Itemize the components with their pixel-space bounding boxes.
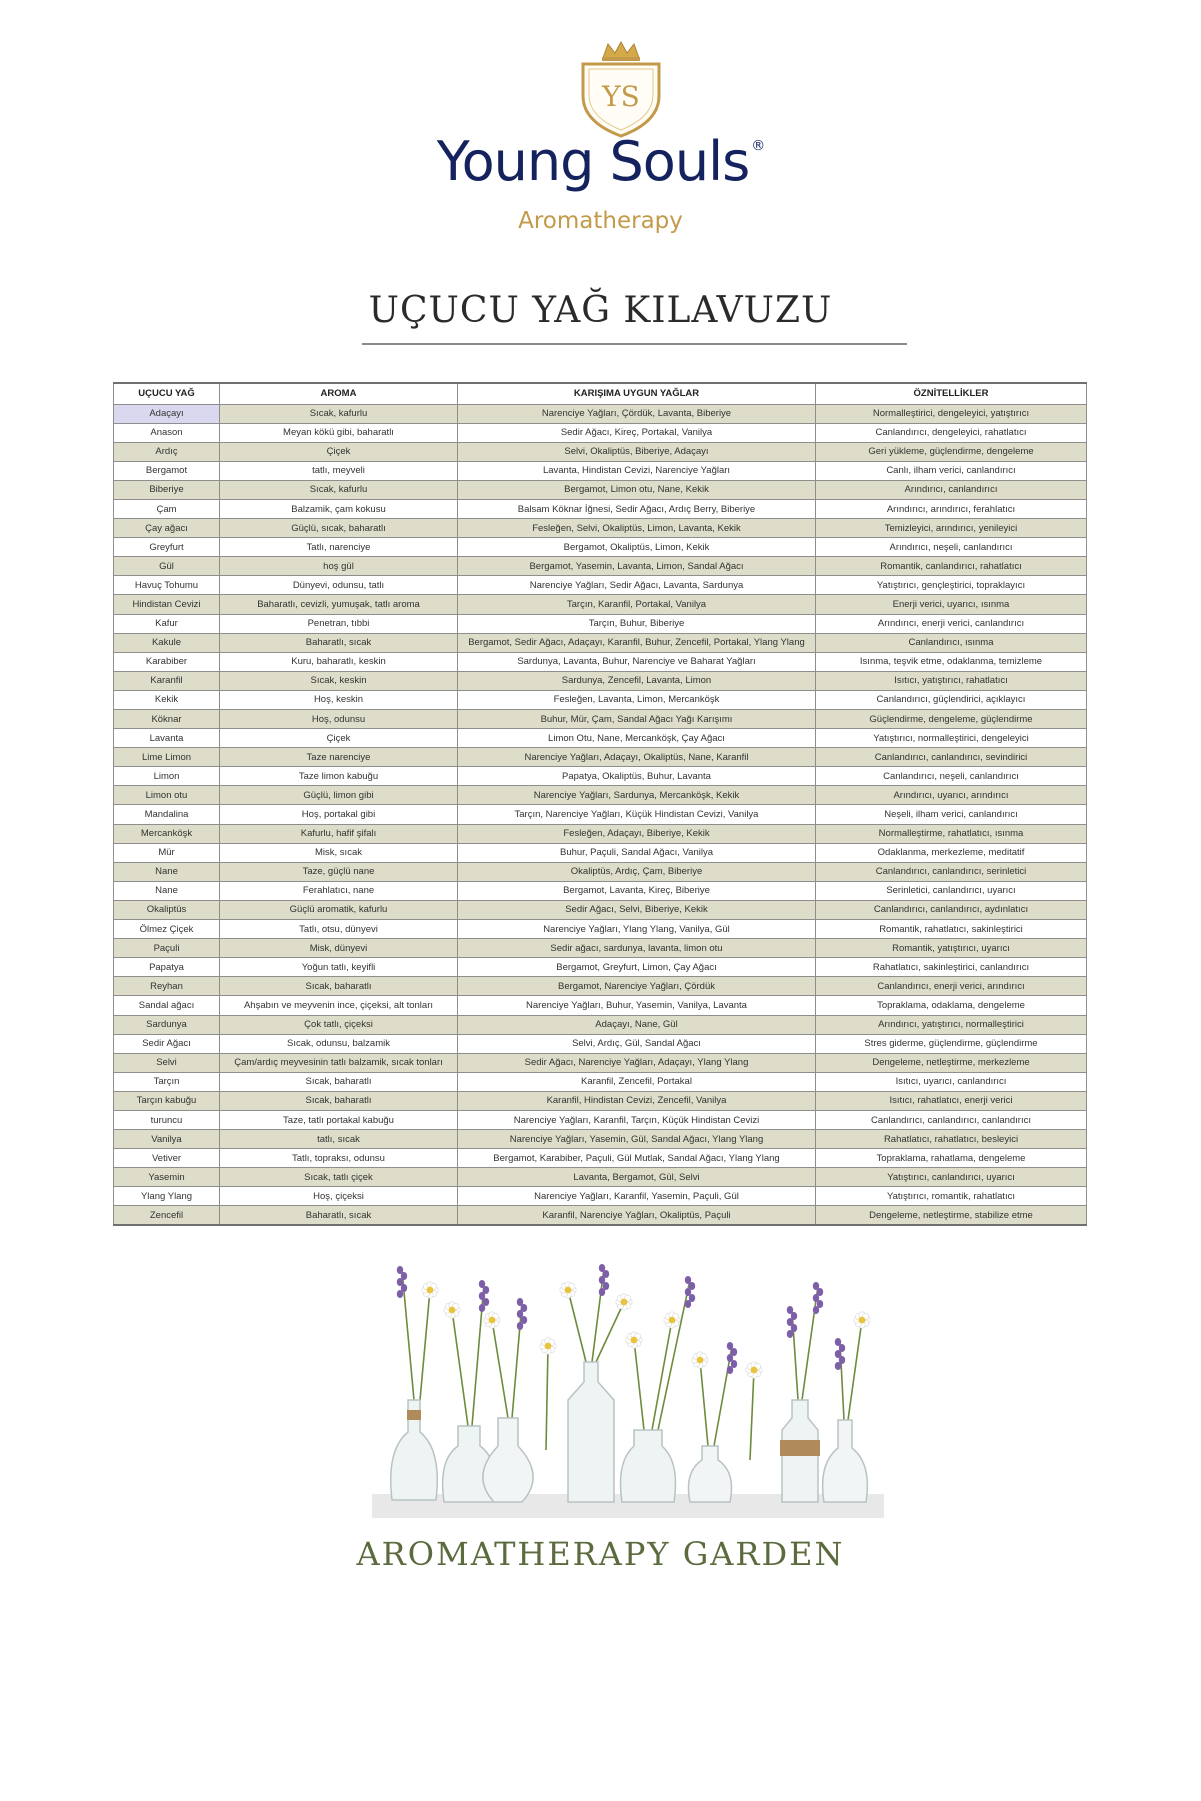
cell-properties: Canlı, ilham verici, canlandırıcı [816, 461, 1087, 480]
cell-blends: Sedir Ağacı, Kireç, Portakal, Vanilya [458, 423, 816, 442]
cell-oil-name: Tarçın kabuğu [114, 1091, 220, 1110]
cell-blends: Bergamot, Sedir Ağacı, Adaçayı, Karanfil, Buhur, Zencefil, Portakal, Ylang Ylang [458, 633, 816, 652]
cell-oil-name: Karabiber [114, 652, 220, 671]
table-row [114, 920, 1087, 939]
cell-aroma: Hoş, çiçeksi [220, 1187, 458, 1206]
cell-oil-name: Mandalina [114, 805, 220, 824]
cell-properties: Canlandırıcı, canlandırıcı, serinletici [816, 862, 1087, 881]
cell-blends: Fesleğen, Selvi, Okaliptüs, Limon, Lavanta, Kekik [458, 519, 816, 538]
cell-blends: Buhur, Mür, Çam, Sandal Ağacı Yağı Karışımı [458, 710, 816, 729]
cell-blends: Narenciye Yağları, Sardunya, Mercanköşk, Kekik [458, 786, 816, 805]
cell-properties: Rahatlatıcı, rahatlatıcı, besleyici [816, 1130, 1087, 1149]
registered-mark: ® [751, 138, 765, 154]
cell-properties: Serinletici, canlandırıcı, uyarıcı [816, 881, 1087, 900]
cell-aroma: Sıcak, kafurlu [220, 404, 458, 423]
cell-properties: Temizleyici, arındırıcı, yenileyici [816, 519, 1087, 538]
cell-properties: Canlandırıcı, canlandırıcı, canlandırıcı [816, 1110, 1087, 1129]
table-row [114, 1206, 1087, 1225]
cell-oil-name: Greyfurt [114, 538, 220, 557]
cell-properties: Arındırıcı, yatıştırıcı, normalleştirici [816, 1015, 1087, 1034]
cell-blends: Bergamot, Okaliptüs, Limon, Kekik [458, 538, 816, 557]
table-row [114, 499, 1087, 518]
cell-aroma: Taze, güçlü nane [220, 862, 458, 881]
cell-aroma: Çok tatlı, çiçeksi [220, 1015, 458, 1034]
cell-oil-name: Gül [114, 557, 220, 576]
cell-aroma: Ahşabın ve meyvenin ince, çiçeksi, alt tonları [220, 996, 458, 1015]
cell-properties: Yatıştırıcı, gençleştirici, topraklayıcı [816, 576, 1087, 595]
daisy-flower [560, 1282, 576, 1298]
cell-oil-name: Lavanta [114, 729, 220, 748]
cell-blends: Bergamot, Greyfurt, Limon, Çay Ağacı [458, 958, 816, 977]
cell-properties: Canlandırıcı, neşeli, canlandırıcı [816, 767, 1087, 786]
cell-blends: Selvi, Okaliptüs, Biberiye, Adaçayı [458, 442, 816, 461]
cell-properties: Stres giderme, güçlendirme, güçlendirme [816, 1034, 1087, 1053]
cell-properties: Yatıştırıcı, romantik, rahatlatıcı [816, 1187, 1087, 1206]
cell-blends: Adaçayı, Nane, Gül [458, 1015, 816, 1034]
cell-oil-name: Kakule [114, 633, 220, 652]
lavender-bud [517, 1322, 523, 1330]
cell-oil-name: Sandal ağacı [114, 996, 220, 1015]
cell-blends: Karanfil, Zencefil, Portakal [458, 1072, 816, 1091]
cell-aroma: Sıcak, keskin [220, 671, 458, 690]
cell-blends: Narenciye Yağları, Çördük, Lavanta, Biberiye [458, 404, 816, 423]
garden-title: AROMATHERAPY GARDEN [356, 1535, 845, 1573]
cell-aroma: Sıcak, odunsu, balzamik [220, 1034, 458, 1053]
cell-oil-name: Köknar [114, 710, 220, 729]
table-row [114, 519, 1087, 538]
cell-blends: Lavanta, Hindistan Cevizi, Narenciye Yağları [458, 461, 816, 480]
table-row [114, 1015, 1087, 1034]
table-row [114, 786, 1087, 805]
cell-aroma: tatlı, sıcak [220, 1130, 458, 1149]
brand-monogram: YS [602, 80, 640, 113]
table-row [114, 977, 1087, 996]
table-row [114, 576, 1087, 595]
cell-aroma: Çam/ardıç meyvesinin tatlı balzamik, sıcak tonları [220, 1053, 458, 1072]
cell-oil-name: Mercanköşk [114, 824, 220, 843]
cell-properties: Rahatlatıcı, sakinleştirici, canlandırıcı [816, 958, 1087, 977]
cell-oil-name: Ardıç [114, 442, 220, 461]
cell-properties: Yatıştırıcı, normalleştirici, dengeleyici [816, 729, 1087, 748]
cell-aroma: Tatlı, topraksı, odunsu [220, 1149, 458, 1168]
cell-properties: Normalleştirme, rahatlatıcı, ısınma [816, 824, 1087, 843]
table-row [114, 805, 1087, 824]
cell-oil-name: Adaçayı [114, 404, 220, 423]
cell-aroma: Sıcak, tatlı çiçek [220, 1168, 458, 1187]
cell-aroma: Sıcak, baharatlı [220, 1072, 458, 1091]
table-row [114, 614, 1087, 633]
column-header-properties: ÖZNİTELLİKLER [816, 383, 1087, 404]
cell-oil-name: Selvi [114, 1053, 220, 1072]
cell-aroma: Penetran, tıbbi [220, 614, 458, 633]
guide-title: UÇUCU YAĞ KILAVUZU [368, 290, 833, 331]
cell-blends: Fesleğen, Adaçayı, Biberiye, Kekik [458, 824, 816, 843]
cell-properties: Enerji verici, uyarıcı, ısınma [816, 595, 1087, 614]
cell-oil-name: Paçuli [114, 939, 220, 958]
cell-oil-name: Zencefil [114, 1206, 220, 1225]
column-header-aroma: AROMA [220, 383, 458, 404]
table-row [114, 480, 1087, 499]
cell-aroma: Çiçek [220, 729, 458, 748]
cell-oil-name: Limon otu [114, 786, 220, 805]
brand-name-text: Young Souls [436, 130, 750, 193]
cell-aroma: Kafurlu, hafif şifalı [220, 824, 458, 843]
table-row [114, 633, 1087, 652]
daisy-flower [422, 1282, 438, 1298]
cell-blends: Sedir Ağacı, Selvi, Biberiye, Kekik [458, 900, 816, 919]
cell-properties: Canlandırıcı, canlandırıcı, aydınlatıcı [816, 900, 1087, 919]
cell-blends: Fesleğen, Lavanta, Limon, Mercanköşk [458, 690, 816, 709]
cell-oil-name: Sardunya [114, 1015, 220, 1034]
cell-blends: Bergamot, Narenciye Yağları, Çördük [458, 977, 816, 996]
crown-icon [602, 42, 640, 61]
cell-blends: Narenciye Yağları, Sedir Ağacı, Lavanta, Sardunya [458, 576, 816, 595]
brand-logo-emblem [575, 40, 667, 138]
cell-properties: Arındırıcı, neşeli, canlandırıcı [816, 538, 1087, 557]
cell-blends: Narenciye Yağları, Yasemin, Gül, Sandal Ağacı, Ylang Ylang [458, 1130, 816, 1149]
cell-blends: Narenciye Yağları, Karanfil, Yasemin, Paçuli, Gül [458, 1187, 816, 1206]
cell-oil-name: Sedir Ağacı [114, 1034, 220, 1053]
cell-blends: Papatya, Okaliptüs, Buhur, Lavanta [458, 767, 816, 786]
table-row [114, 1187, 1087, 1206]
cell-aroma: tatlı, meyveli [220, 461, 458, 480]
cell-oil-name: Çay ağacı [114, 519, 220, 538]
cell-oil-name: Nane [114, 862, 220, 881]
essential-oil-table [113, 382, 1087, 1226]
table-row [114, 824, 1087, 843]
cell-blends: Bergamot, Karabiber, Paçuli, Gül Mutlak, Sandal Ağacı, Ylang Ylang [458, 1149, 816, 1168]
daisy-flower [444, 1302, 460, 1318]
cell-oil-name: Hindistan Cevizi [114, 595, 220, 614]
cell-properties: Arındırıcı, uyarıcı, arındırıcı [816, 786, 1087, 805]
title-underline [362, 343, 907, 345]
table-row [114, 538, 1087, 557]
lavender-bud [813, 1306, 819, 1314]
daisy-flower [540, 1338, 556, 1354]
cell-aroma: Kuru, baharatlı, keskin [220, 652, 458, 671]
table-row [114, 442, 1087, 461]
cell-aroma: hoş gül [220, 557, 458, 576]
cell-aroma: Hoş, odunsu [220, 710, 458, 729]
cell-oil-name: Mür [114, 843, 220, 862]
table-row [114, 996, 1087, 1015]
cell-properties: Yatıştırıcı, canlandırıcı, uyarıcı [816, 1168, 1087, 1187]
cell-aroma: Tatlı, narenciye [220, 538, 458, 557]
table-row [114, 710, 1087, 729]
cell-blends: Narenciye Yağları, Ylang Ylang, Vanilya, Gül [458, 920, 816, 939]
cell-properties: Romantik, yatıştırıcı, uyarıcı [816, 939, 1087, 958]
table-row [114, 900, 1087, 919]
daisy-flower [692, 1352, 708, 1368]
cell-aroma: Güçlü, sıcak, baharatlı [220, 519, 458, 538]
table-body [114, 404, 1087, 1225]
cell-aroma: Meyan kökü gibi, baharatlı [220, 423, 458, 442]
cell-blends: Sardunya, Lavanta, Buhur, Narenciye ve Baharat Yağları [458, 652, 816, 671]
cell-oil-name: Bergamot [114, 461, 220, 480]
cell-aroma: Sıcak, baharatlı [220, 977, 458, 996]
twine-wrap-right [780, 1440, 820, 1456]
cell-oil-name: Yasemin [114, 1168, 220, 1187]
cell-oil-name: turuncu [114, 1110, 220, 1129]
cell-oil-name: Vetiver [114, 1149, 220, 1168]
lavender-bud [787, 1330, 793, 1338]
lavender-bud [727, 1366, 733, 1374]
table-row [114, 595, 1087, 614]
cell-blends: Buhur, Paçuli, Sandal Ağacı, Vanilya [458, 843, 816, 862]
cell-aroma: Taze, tatlı portakal kabuğu [220, 1110, 458, 1129]
cell-blends: Narenciye Yağları, Buhur, Yasemin, Vanilya, Lavanta [458, 996, 816, 1015]
cell-blends: Bergamot, Yasemin, Lavanta, Limon, Sandal Ağacı [458, 557, 816, 576]
cell-aroma: Baharatlı, sıcak [220, 633, 458, 652]
cell-oil-name: Çam [114, 499, 220, 518]
cell-oil-name: Havuç Tohumu [114, 576, 220, 595]
cell-oil-name: Okaliptüs [114, 900, 220, 919]
cell-oil-name: Nane [114, 881, 220, 900]
cell-properties: Arındırıcı, arındırıcı, ferahlatıcı [816, 499, 1087, 518]
table-row [114, 958, 1087, 977]
table-row [114, 690, 1087, 709]
table-row [114, 1130, 1087, 1149]
table-row [114, 729, 1087, 748]
twine-wrap-left [407, 1410, 421, 1420]
table-row [114, 404, 1087, 423]
cell-blends: Bergamot, Lavanta, Kireç, Biberiye [458, 881, 816, 900]
cell-blends: Okaliptüs, Ardıç, Çam, Biberiye [458, 862, 816, 881]
cell-properties: Isıtıcı, yatıştırıcı, rahatlatıcı [816, 671, 1087, 690]
table-row [114, 767, 1087, 786]
cell-properties: Isıtıcı, rahatlatıcı, enerji verici [816, 1091, 1087, 1110]
cell-aroma: Güçlü, limon gibi [220, 786, 458, 805]
cell-properties: Topraklama, odaklama, dengeleme [816, 996, 1087, 1015]
daisy-flower [484, 1312, 500, 1328]
cell-aroma: Sıcak, kafurlu [220, 480, 458, 499]
cell-blends: Limon Otu, Nane, Mercanköşk, Çay Ağacı [458, 729, 816, 748]
lavender-bud [835, 1362, 841, 1370]
cell-oil-name: Reyhan [114, 977, 220, 996]
cell-aroma: Misk, sıcak [220, 843, 458, 862]
brand-name [0, 130, 1201, 193]
cell-oil-name: Lime Limon [114, 748, 220, 767]
cell-blends: Balsam Köknar İğnesi, Sedir Ağacı, Ardıç Berry, Biberiye [458, 499, 816, 518]
table-row [114, 1072, 1087, 1091]
cell-blends: Sardunya, Zencefil, Lavanta, Limon [458, 671, 816, 690]
cell-oil-name: Limon [114, 767, 220, 786]
cell-properties: Güçlendirme, dengeleme, güçlendirme [816, 710, 1087, 729]
table-row [114, 1034, 1087, 1053]
table-row [114, 1110, 1087, 1129]
cell-properties: Geri yükleme, güçlendirme, dengeleme [816, 442, 1087, 461]
cell-properties: Arındırıcı, enerji verici, canlandırıcı [816, 614, 1087, 633]
table-row [114, 557, 1087, 576]
cell-properties: Isıtıcı, uyarıcı, canlandırıcı [816, 1072, 1087, 1091]
cell-blends: Selvi, Ardıç, Gül, Sandal Ağacı [458, 1034, 816, 1053]
cell-oil-name: Kekik [114, 690, 220, 709]
cell-aroma: Yoğun tatlı, keyifli [220, 958, 458, 977]
table-row [114, 748, 1087, 767]
cell-oil-name: Ölmez Çiçek [114, 920, 220, 939]
cell-aroma: Ferahlatıcı, nane [220, 881, 458, 900]
cell-aroma: Hoş, keskin [220, 690, 458, 709]
cell-blends: Narenciye Yağları, Adaçayı, Okaliptüs, Nane, Karanfil [458, 748, 816, 767]
cell-properties: Dengeleme, netleştirme, merkezleme [816, 1053, 1087, 1072]
cell-properties: Normalleştirici, dengeleyici, yatıştırıcı [816, 404, 1087, 423]
column-header-blends: KARIŞIMA UYGUN YAĞLAR [458, 383, 816, 404]
flower-vases-illustration [372, 1250, 884, 1518]
cell-aroma: Hoş, portakal gibi [220, 805, 458, 824]
cell-properties: Neşeli, ilham verici, canlandırıcı [816, 805, 1087, 824]
cell-properties: Canlandırıcı, dengeleyici, rahatlatıcı [816, 423, 1087, 442]
cell-blends: Tarçın, Narenciye Yağları, Küçük Hindistan Cevizi, Vanilya [458, 805, 816, 824]
cell-properties: Topraklama, rahatlama, dengeleme [816, 1149, 1087, 1168]
cell-aroma: Dünyevi, odunsu, tatlı [220, 576, 458, 595]
cell-oil-name: Anason [114, 423, 220, 442]
cell-oil-name: Biberiye [114, 480, 220, 499]
cell-aroma: Taze limon kabuğu [220, 767, 458, 786]
cell-properties: Romantik, rahatlatıcı, sakinleştirici [816, 920, 1087, 939]
cell-aroma: Sıcak, baharatlı [220, 1091, 458, 1110]
table-row [114, 1168, 1087, 1187]
daisy-flower [616, 1294, 632, 1310]
cell-properties: Isınma, teşvik etme, odaklanma, temizleme [816, 652, 1087, 671]
table-row [114, 1053, 1087, 1072]
cell-properties: Romantik, canlandırıcı, rahatlatıcı [816, 557, 1087, 576]
lavender-bud [397, 1290, 403, 1298]
cell-blends: Tarçın, Karanfil, Portakal, Vanilya [458, 595, 816, 614]
table-row [114, 1149, 1087, 1168]
cell-aroma: Balzamik, çam kokusu [220, 499, 458, 518]
daisy-flower [854, 1312, 870, 1328]
daisy-flower [746, 1362, 762, 1378]
cell-properties: Odaklanma, merkezleme, meditatif [816, 843, 1087, 862]
cell-oil-name: Karanfil [114, 671, 220, 690]
column-header-oil: UÇUCU YAĞ [114, 383, 220, 404]
table-row [114, 881, 1087, 900]
table-row [114, 1091, 1087, 1110]
cell-properties: Canlandırıcı, enerji verici, arındırıcı [816, 977, 1087, 996]
cell-blends: Narenciye Yağları, Karanfil, Tarçın, Küçük Hindistan Cevizi [458, 1110, 816, 1129]
table-row [114, 423, 1087, 442]
brand-subtitle: Aromatherapy [518, 208, 683, 234]
cell-aroma: Taze narenciye [220, 748, 458, 767]
table-row [114, 843, 1087, 862]
table-row [114, 652, 1087, 671]
cell-blends: Karanfil, Narenciye Yağları, Okaliptüs, Paçuli [458, 1206, 816, 1225]
daisy-flower [664, 1312, 680, 1328]
cell-properties: Canlandırıcı, güçlendirici, açıklayıcı [816, 690, 1087, 709]
cell-oil-name: Vanilya [114, 1130, 220, 1149]
cell-blends: Sedir ağacı, sardunya, lavanta, limon otu [458, 939, 816, 958]
cell-oil-name: Papatya [114, 958, 220, 977]
cell-oil-name: Ylang Ylang [114, 1187, 220, 1206]
table-row [114, 671, 1087, 690]
cell-blends: Lavanta, Bergamot, Gül, Selvi [458, 1168, 816, 1187]
table-row [114, 939, 1087, 958]
cell-aroma: Baharatlı, sıcak [220, 1206, 458, 1225]
cell-blends: Bergamot, Limon otu, Nane, Kekik [458, 480, 816, 499]
lavender-bud [599, 1288, 605, 1296]
cell-oil-name: Tarçın [114, 1072, 220, 1091]
cell-aroma: Tatlı, otsu, dünyevi [220, 920, 458, 939]
cell-aroma: Misk, dünyevi [220, 939, 458, 958]
table-header-row [114, 383, 1087, 404]
lavender-bud [479, 1304, 485, 1312]
cell-aroma: Baharatlı, cevizli, yumuşak, tatlı aroma [220, 595, 458, 614]
cell-blends: Sedir Ağacı, Narenciye Yağları, Adaçayı, Ylang Ylang [458, 1053, 816, 1072]
cell-aroma: Çiçek [220, 442, 458, 461]
cell-properties: Dengeleme, netleştirme, stabilize etme [816, 1206, 1087, 1225]
table-row [114, 461, 1087, 480]
lavender-bud [685, 1300, 691, 1308]
cell-blends: Tarçın, Buhur, Biberiye [458, 614, 816, 633]
cell-properties: Canlandırıcı, canlandırıcı, sevindirici [816, 748, 1087, 767]
cell-blends: Karanfil, Hindistan Cevizi, Zencefil, Vanilya [458, 1091, 816, 1110]
cell-properties: Arındırıcı, canlandırıcı [816, 480, 1087, 499]
daisy-flower [626, 1332, 642, 1348]
table-row [114, 862, 1087, 881]
cell-aroma: Güçlü aromatik, kafurlu [220, 900, 458, 919]
cell-properties: Canlandırıcı, ısınma [816, 633, 1087, 652]
cell-oil-name: Kafur [114, 614, 220, 633]
